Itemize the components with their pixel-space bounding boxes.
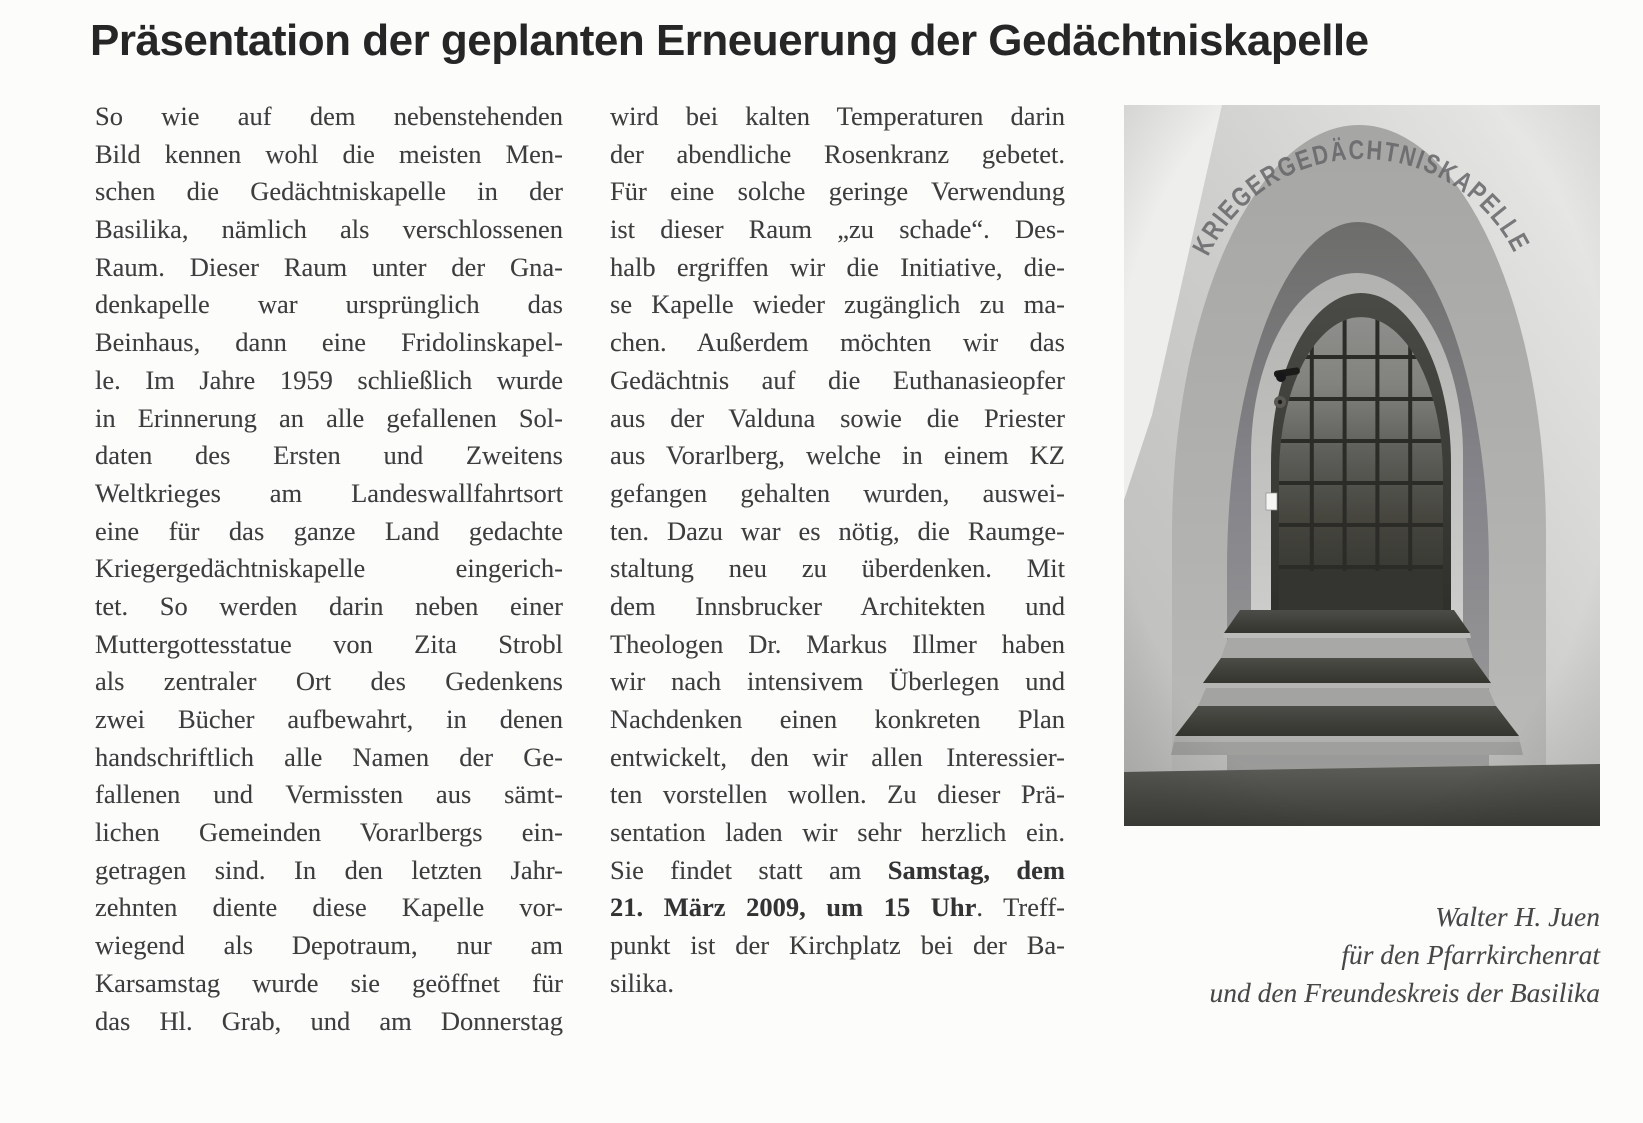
text-line: aus der Valduna sowie die Priester xyxy=(610,402,1065,433)
text-line: Basilika, nämlich als verschlossenen xyxy=(95,214,563,245)
text-line: staltung neu zu überdenken. Mit xyxy=(610,553,1065,584)
text-line-with-bold xyxy=(610,889,1065,927)
text-line: dem Innsbrucker Architekten und xyxy=(610,590,1065,621)
text-line: lichen Gemeinden Vorarlbergs ein- xyxy=(95,817,563,848)
text-line: denkapelle war ursprünglich das xyxy=(95,289,563,320)
text-line: handschriftlich alle Namen der Ge- xyxy=(95,741,563,772)
article-column-right xyxy=(610,98,1065,1003)
text-line: le. Im Jahre 1959 schließlich wurde xyxy=(95,364,563,395)
text-line: Für eine solche geringe Verwendung xyxy=(610,176,1065,207)
text-segment: . Treff- xyxy=(976,892,1065,923)
text-line: Theologen Dr. Markus Illmer haben xyxy=(610,628,1065,659)
text-line: gefangen gehalten wurden, auswei- xyxy=(610,477,1065,508)
text-line: ten. Dazu war es nötig, die Raumge- xyxy=(610,515,1065,546)
text-line: daten des Ersten und Zweitens xyxy=(95,440,563,471)
text-line: chen. Außerdem möchten wir das xyxy=(610,327,1065,358)
text-line: silika. xyxy=(610,967,675,998)
article-column-left xyxy=(95,98,563,1040)
text-line: wir nach intensivem Überlegen und xyxy=(610,666,1065,697)
text-line: ist dieser Raum „zu schade“. Des- xyxy=(610,214,1065,245)
text-line-with-bold xyxy=(610,852,1065,890)
text-line: punkt ist der Kirchplatz bei der Ba- xyxy=(610,930,1065,961)
text-line: schen die Gedächtniskapelle in der xyxy=(95,176,563,207)
chapel-entrance-photo xyxy=(1124,105,1600,826)
text-line: entwickelt, den wir allen Interessier- xyxy=(610,741,1065,772)
text-line: als zentraler Ort des Gedenkens xyxy=(95,666,563,697)
text-line: wird bei kalten Temperaturen darin xyxy=(610,101,1065,131)
text-line: in Erinnerung an alle gefallenen Sol- xyxy=(95,402,563,433)
chapel-photo-svg xyxy=(1124,105,1600,826)
text-line: Nachdenken einen konkreten Plan xyxy=(610,704,1065,734)
text-line: eine für das ganze Land gedachte xyxy=(95,515,563,546)
text-line: Karsamstag wurde sie geöffnet für xyxy=(95,967,563,998)
text-line: zehnten diente diese Kapelle vor- xyxy=(95,892,563,923)
caption-line: für den Pfarrkirchenrat xyxy=(1341,939,1600,970)
text-line: Bild kennen wohl die meisten Men- xyxy=(95,138,563,169)
text-line: aus Vorarlberg, welche in einem KZ xyxy=(610,440,1065,471)
photo-vignette xyxy=(1124,105,1600,826)
text-segment: Sie findet statt am xyxy=(610,854,888,885)
text-line: ten vorstellen wollen. Zu dieser Prä- xyxy=(610,779,1065,810)
text-line: Gedächtnis auf die Euthanasieopfer xyxy=(610,364,1065,395)
text-line: tet. So werden darin neben einer xyxy=(95,590,563,621)
event-date-bold: Samstag, dem xyxy=(887,854,1065,885)
text-line: sentation laden wir sehr herzlich ein. xyxy=(610,817,1065,848)
text-line: das Hl. Grab, und am Donnerstag xyxy=(95,1005,563,1036)
text-line: Beinhaus, dann eine Fridolinskapel- xyxy=(95,327,563,358)
text-line: Raum. Dieser Raum unter der Gna- xyxy=(95,251,563,282)
text-line: getragen sind. In den letzten Jahr- xyxy=(95,854,563,885)
caption-line: und den Freundeskreis der Basilika xyxy=(1209,977,1600,1008)
text-line: fallenen und Vermissten aus sämt- xyxy=(95,779,563,810)
text-line: Muttergottesstatue von Zita Strobl xyxy=(95,628,563,659)
text-line: halb ergriffen wir die Initiative, die- xyxy=(610,251,1065,282)
page-title: Präsentation der geplanten Erneuerung der Gedächtniskapelle xyxy=(90,16,1369,65)
event-date-bold: 21. März 2009, um 15 Uhr xyxy=(610,892,977,923)
text-line: der abendliche Rosenkranz gebetet. xyxy=(610,138,1065,169)
text-line: wiegend als Depotraum, nur am xyxy=(95,930,563,961)
caption-author: Walter H. Juen xyxy=(1435,901,1600,932)
text-line: Weltkrieges am Landeswallfahrtsort xyxy=(95,477,563,508)
text-line: Kriegergedächtniskapelle eingerich- xyxy=(95,553,563,584)
text-line: se Kapelle wieder zugänglich zu ma- xyxy=(610,289,1065,320)
text-line: So wie auf dem nebenstehenden xyxy=(95,101,563,131)
photo-caption xyxy=(1124,898,1600,1012)
text-line: zwei Bücher aufbewahrt, in denen xyxy=(95,704,563,734)
